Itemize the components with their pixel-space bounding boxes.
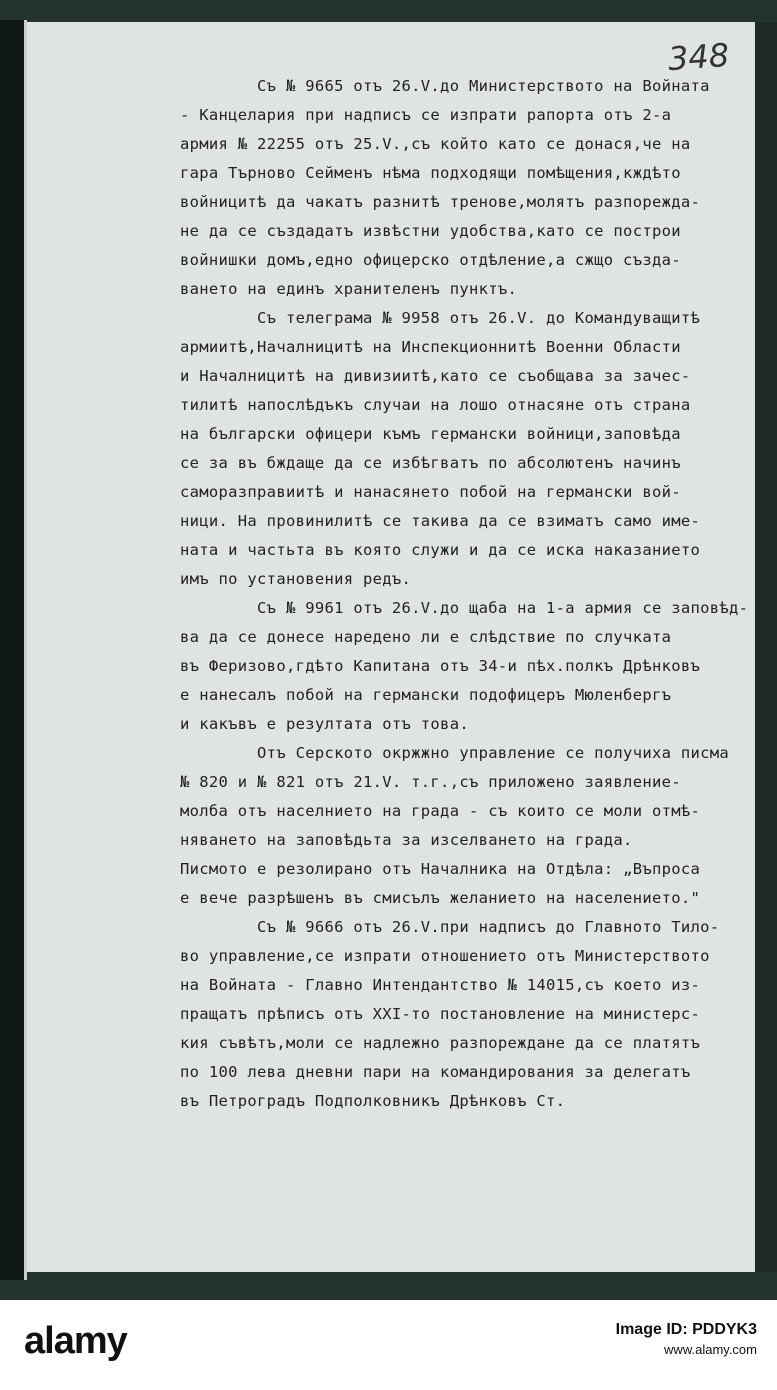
text-line: е вече разрѣшенъ въ смисълъ желанието на населението."	[180, 889, 701, 907]
text-line: кия съвѣтъ,моли се надлежно разпореждане да се платятъ	[180, 1034, 701, 1052]
text-line: имъ по установения редъ.	[180, 570, 412, 588]
book-spine	[0, 20, 24, 1280]
text-line: е нанесалъ побой на германски подофицеръ Мюленбергъ	[180, 686, 672, 704]
text-line: гара Търново Сейменъ нѣма подходящи помѣщения,кждѣто	[180, 164, 681, 182]
site-url: www.alamy.com	[664, 1342, 757, 1357]
text-line: войницитѣ да чакатъ разнитѣ тренове,молятъ разпорежда-	[180, 193, 701, 211]
text-line: не да се създадатъ извѣстни удобства,като се построи	[180, 222, 681, 240]
text-line: Отъ Серското окржжно управление се получиха писма	[180, 744, 730, 762]
alamy-logo: alamy	[24, 1320, 127, 1362]
text-line: - Канцелария при надписъ се изпрати рапорта отъ 2-а	[180, 106, 672, 124]
text-line: ва да се донесе наредено ли е слѣдствие по случката	[180, 628, 672, 646]
text-line: ната и частьта въ която служи и да се иска наказанието	[180, 541, 701, 559]
text-line: саморазправиитѣ и нанасянето побой на германски вой-	[180, 483, 681, 501]
text-line: въ Феризово,гдѣто Капитана отъ 34-и пѣх.полкъ Дрѣнковъ	[180, 657, 701, 675]
text-line: Съ № 9961 отъ 26.V.до щаба на 1-а армия се заповѣд-	[180, 599, 749, 617]
image-id: Image ID: PDDYK3	[615, 1321, 757, 1338]
image-info	[616, 1320, 757, 1360]
text-line: войнишки домъ,едно офицерско отдѣление,а сжщо създа-	[180, 251, 681, 269]
text-line: на Войната - Главно Интендантство № 14015,съ което из-	[180, 976, 701, 994]
right-margin-shadow	[755, 22, 777, 1272]
text-line: армия № 22255 отъ 25.V.,съ който като се донася,че на	[180, 135, 691, 153]
text-line: по 100 лева дневни пари на командирования за делегатъ	[180, 1063, 691, 1081]
text-line: се за въ бждаще да се избѣгватъ по абсолютенъ начинъ	[180, 454, 681, 472]
handwritten-page-number: 348	[666, 35, 731, 79]
text-line: Съ № 9666 отъ 26.V.при надписъ до Главното Тило-	[180, 918, 720, 936]
text-line: и Началницитѣ на дивизиитѣ,като се съобщава за зачес-	[180, 367, 691, 385]
watermark-footer	[0, 1300, 777, 1390]
text-line: и какъвъ е резултата отъ това.	[180, 715, 469, 733]
text-line: Съ телеграма № 9958 отъ 26.V. до Командуващитѣ	[180, 309, 701, 327]
text-line: въ Петроградъ Подполковникъ Дрѣнковъ Ст.	[180, 1092, 566, 1110]
text-line: № 820 и № 821 отъ 21.V. т.г.,съ приложено заявление-	[180, 773, 681, 791]
text-line: во управление,се изпрати отношението отъ Министерството	[180, 947, 710, 965]
text-line: тилитѣ напослѣдъкъ случаи на лошо отнасяне отъ страна	[180, 396, 691, 414]
text-line: Съ № 9665 отъ 26.V.до Министерството на Войната	[180, 77, 710, 95]
text-line: армиитѣ,Началницитѣ на Инспекционнитѣ Военни Области	[180, 338, 681, 356]
text-line: няването на заповѣдьта за изселването на града.	[180, 831, 633, 849]
typewritten-text	[180, 72, 748, 1116]
text-line: пращатъ прѣписъ отъ XXI-то постановление на министерс-	[180, 1005, 701, 1023]
text-line: ници. На провинилитѣ се такива да се взиматъ само име-	[180, 512, 701, 530]
text-line: Писмото е резолирано отъ Началника на Отдѣла: „Въпроса	[180, 860, 701, 878]
text-line: молба отъ населнието на града - съ които се моли отмѣ-	[180, 802, 701, 820]
text-line: ването на единъ хранителенъ пунктъ.	[180, 280, 518, 298]
text-line: на български офицери къмъ германски войници,заповѣда	[180, 425, 681, 443]
